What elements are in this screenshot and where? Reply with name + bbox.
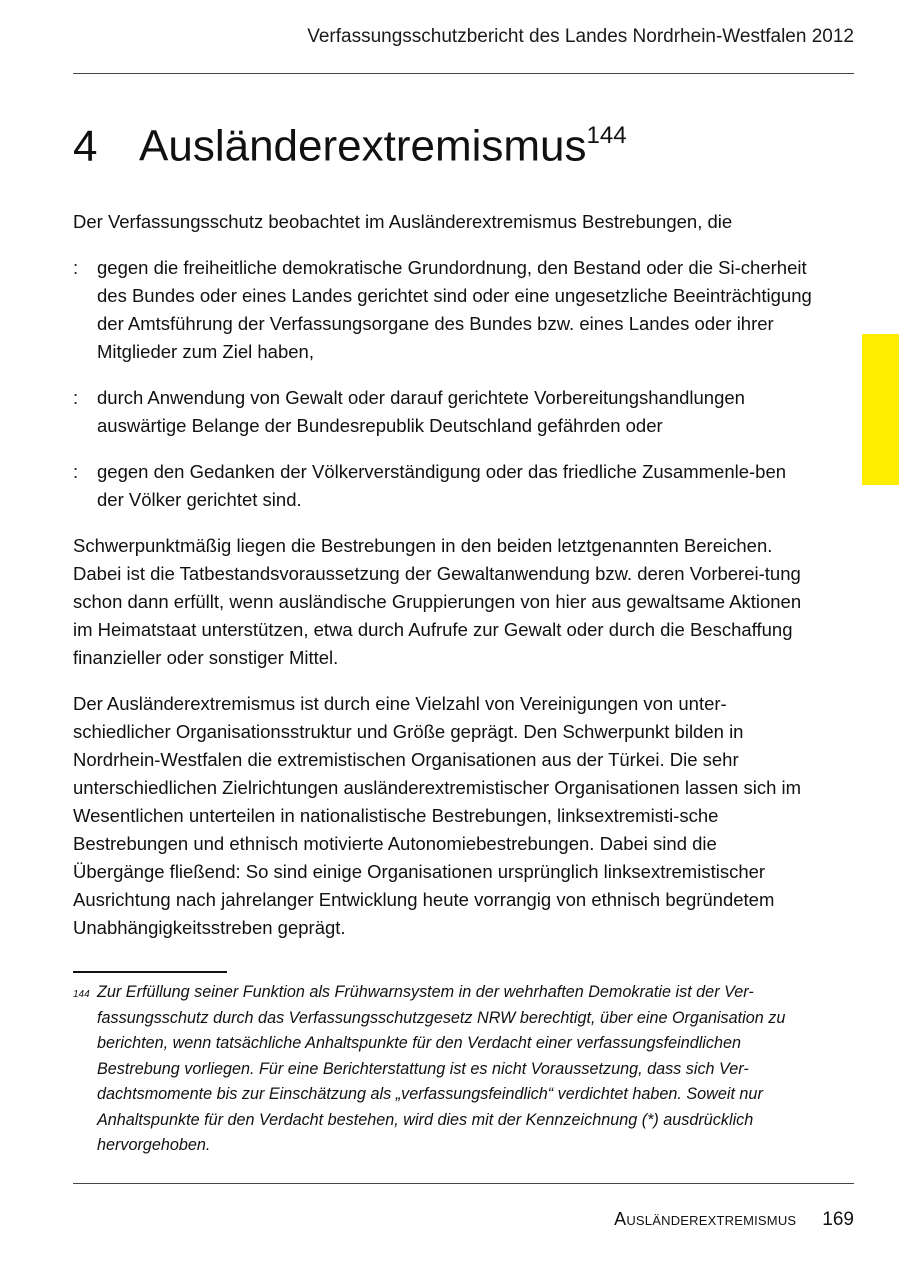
chapter-heading [73,112,627,173]
footnote-reference[interactable]: 144 [586,122,627,149]
running-footer [614,1209,854,1231]
list-item-text: gegen die freiheitliche demokratische Grundordnung, den Bestand oder die Si-cherheit des Bundes oder eines Landes gerichtet sind oder eine ungesetzliche Beeinträchtigung der Amtsführung der Verfassungsorgane des Bundes bzw. eines Landes oder ihrer Mitglieder zum Ziel haben, [97,257,812,362]
paragraph: Der Ausländerextremismus ist durch eine Vielzahl von Vereinigungen von unter-schiedlicher Organisationsstruktur und Größe geprägt. Den Schwerpunkt bilden in Nordrhein-Westfalen die extremistischen Organisationen aus der Türkei. Die sehr unterschiedlichen Zielrichtungen ausländerextremistischer Organisationen lassen sich im Wesentlichen unterteilen in nationalistische Bestrebungen, linksextremisti-sche Bestrebungen und ethnisch motivierte Autonomiebestrebungen. Dabei sind die Übergänge fließend: So sind einige Organisationen ursprünglich linksextremistischer Ausrichtung nach jahrelanger Entwicklung heute vorrangig von ethnisch begründetem Unabhängigkeitsstreben geprägt. [73,693,802,938]
chapter-number: 4 [73,121,98,171]
footnote-mark: 144 [73,989,90,1000]
footnote [73,980,808,1159]
list-item [73,384,813,440]
footnote-text: Zur Erfüllung seiner Funktion als Frühwarnsystem in der wehrhaften Demokratie ist der Ver-fassungsschutz durch das Verfassungsschutzgesetz NRW berechtigt, über eine Organisation zu berichten, wenn tatsächliche Anhaltspunkte für den Verdacht einer verfassungsfeindlichen Bestrebung vorliegen. Für eine Berichterstattung ist es nicht Voraussetzung, dass sich Ver-dachtsmomente bis zur Einschätzung als „verfassungsfeindlich“ verdichtet haben. Soweit nur Anhaltspunkte für den Verdacht bestehen, wird dies mit der Kennzeichnung (*) ausdrücklich hervorgehoben. [97,983,786,1154]
list-item-text: gegen den Gedanken der Völkerverständigung oder das friedliche Zusammenle-ben der Völker gerichtet sind. [97,461,787,510]
bullet-marker: : [73,461,79,482]
list-item-text: durch Anwendung von Gewalt oder darauf gerichtete Vorbereitungshandlungen auswärtige Belange der Bundesrepublik Deutschland gefährden oder [97,387,745,436]
criteria-list [73,254,813,514]
page-number: 169 [822,1209,854,1230]
footer-rule [73,1183,854,1184]
chapter-title: Ausländerextremismus [139,121,587,171]
body-text [73,208,813,960]
list-item [73,254,813,366]
bullet-marker: : [73,257,79,278]
chapter-tab-marker [862,334,899,485]
bullet-marker: : [73,387,79,408]
header-rule [73,73,854,74]
list-item [73,458,813,514]
running-header: Verfassungsschutzbericht des Landes Nordrhein-Westfalen 2012 [307,26,854,47]
footer-section-title: Ausländerextremismus [614,1209,797,1229]
paragraph: Schwerpunktmäßig liegen die Bestrebungen in den beiden letztgenannten Bereichen. Dabei ist die Tatbestandsvoraussetzung der Gewaltanwendung bzw. deren Vorberei-tung schon dann erfüllt, wenn ausländische Gruppierungen von hier aus gewaltsame Aktionen im Heimatstaat unterstützen, etwa durch Aufrufe zur Gewalt oder durch die Beschaffung finanzieller oder sonstiger Mittel. [73,535,802,668]
footnote-rule [73,971,227,973]
intro-paragraph: Der Verfassungsschutz beobachtet im Ausländerextremismus Bestrebungen, die [73,211,733,232]
